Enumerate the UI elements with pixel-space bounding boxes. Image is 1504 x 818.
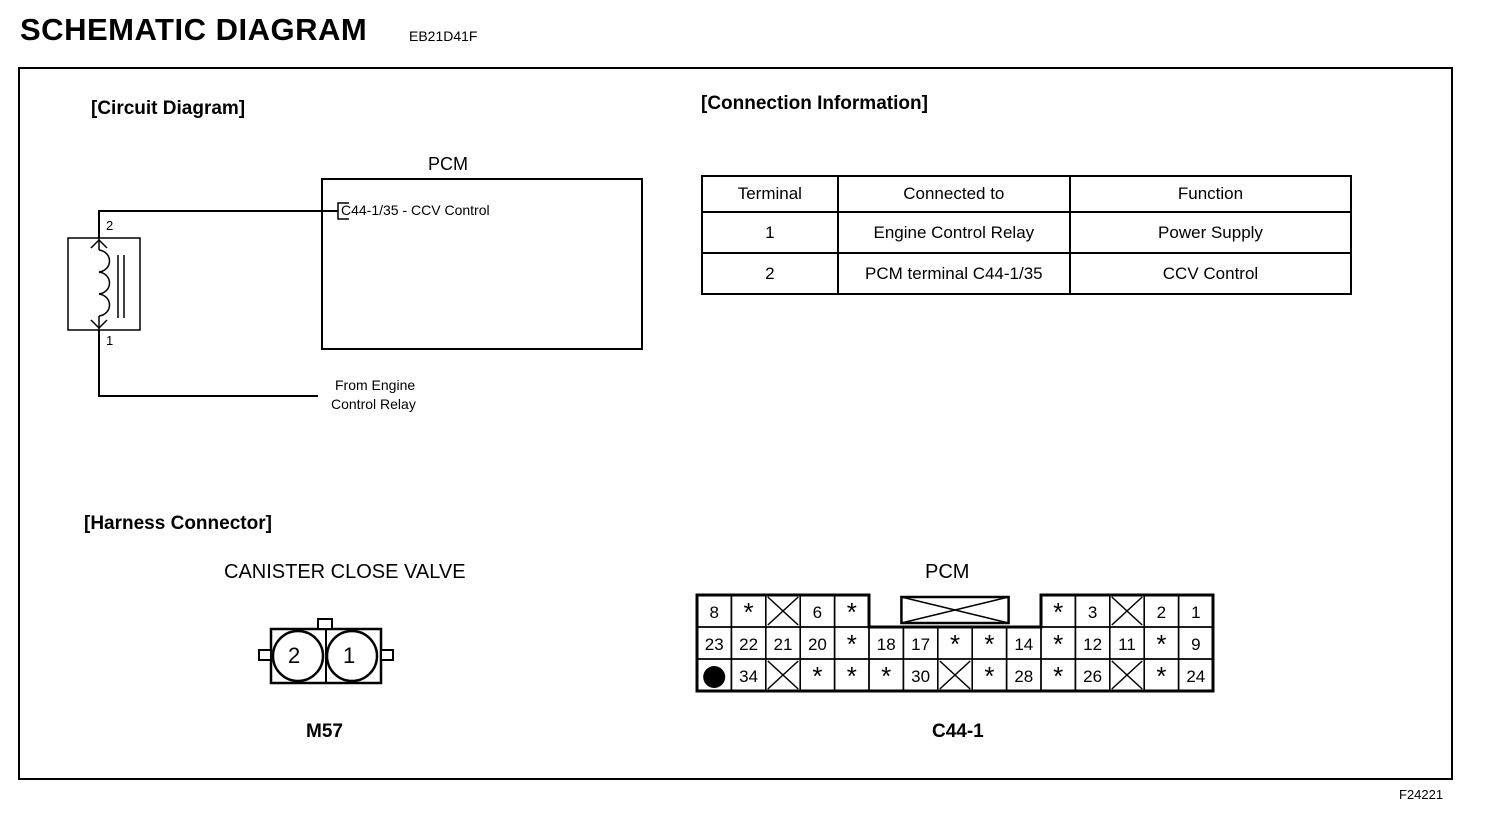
pcm-pin-label: *	[812, 661, 823, 691]
pcm-label: PCM	[428, 154, 468, 174]
connected-to-cell: PCM terminal C44-1/35	[838, 253, 1070, 294]
pcm-pin-label: *	[1053, 629, 1064, 659]
pcm-pin-label: 26	[1083, 667, 1103, 686]
valve-pin-2-label: 2	[288, 643, 301, 668]
pcm-pin-label: 28	[1014, 667, 1034, 686]
pcm-pin-label: *	[846, 629, 857, 659]
circuit-diagram-heading: [Circuit Diagram]	[91, 98, 246, 119]
pcm-pin-label: 8	[709, 603, 719, 622]
pin-2-label: 2	[106, 218, 114, 233]
pcm-pin-label: 2	[1156, 603, 1167, 622]
pcm-connector-title: PCM	[925, 561, 970, 583]
from-relay-label-1: From Engine	[335, 377, 416, 393]
pcm-pin-label: 11	[1118, 635, 1136, 654]
document-code: EB21D41F	[409, 28, 478, 44]
column-header-function: Function	[1070, 176, 1351, 212]
pcm-pin-label: 17	[911, 635, 931, 654]
pcm-pin-label: 30	[911, 667, 931, 686]
pcm-pin-label: *	[1156, 629, 1167, 659]
pcm-pin-label: 9	[1191, 635, 1201, 654]
column-header-terminal: Terminal	[702, 176, 838, 212]
pcm-pin-label: 22	[739, 635, 759, 654]
terminal-cell: 1	[702, 212, 838, 253]
function-cell: Power Supply	[1070, 212, 1351, 253]
pin-1-label: 1	[106, 333, 114, 348]
filled-pin-icon	[703, 666, 725, 688]
harness-connector-heading: [Harness Connector]	[84, 513, 272, 534]
pcm-pin-label: 24	[1186, 667, 1206, 686]
pcm-pin-label: *	[949, 629, 961, 659]
pcm-pin-label: 20	[807, 635, 827, 654]
valve-connector-id: M57	[306, 721, 343, 742]
pcm-pin-label: 3	[1087, 603, 1098, 622]
pcm-pin-label: *	[881, 661, 892, 691]
pcm-pin-label: *	[743, 597, 754, 627]
pcm-pin-label: 21	[773, 635, 793, 654]
pcm-pin-label: 1	[1191, 603, 1201, 622]
valve-pin-1-label: 1	[343, 643, 356, 668]
pcm-connector-id: C44-1	[932, 721, 984, 742]
pcm-pin-label: *	[846, 597, 857, 627]
pcm-pin-label: *	[846, 661, 857, 691]
pcm-pin-label: 34	[739, 667, 759, 686]
pcm-pin-label: *	[984, 629, 995, 659]
pcm-pin-label: 14	[1014, 635, 1034, 654]
pcm-pin-label: 12	[1083, 635, 1103, 654]
pcm-pin-label: *	[1156, 661, 1167, 691]
terminal-cell: 2	[702, 253, 838, 294]
page-title: SCHEMATIC DIAGRAM	[20, 12, 368, 47]
connected-to-cell: Engine Control Relay	[838, 212, 1070, 253]
pcm-pin-label: *	[1053, 661, 1064, 691]
figure-code: F24221	[1399, 787, 1444, 802]
pcm-pin-label: 18	[876, 635, 896, 654]
column-header-connected-to: Connected to	[838, 176, 1070, 212]
pcm-pin-label: 6	[812, 603, 823, 622]
pcm-pin-label: C44-1/35 - CCV Control	[341, 202, 490, 218]
pcm-pin-label: 23	[704, 635, 724, 654]
from-relay-label-2: Control Relay	[331, 396, 416, 412]
pcm-pin-label: *	[1053, 597, 1064, 627]
connection-info-heading: [Connection Information]	[701, 93, 928, 114]
function-cell: CCV Control	[1070, 253, 1351, 294]
pcm-pin-label: *	[984, 661, 995, 691]
valve-connector-title: CANISTER CLOSE VALVE	[224, 561, 466, 583]
